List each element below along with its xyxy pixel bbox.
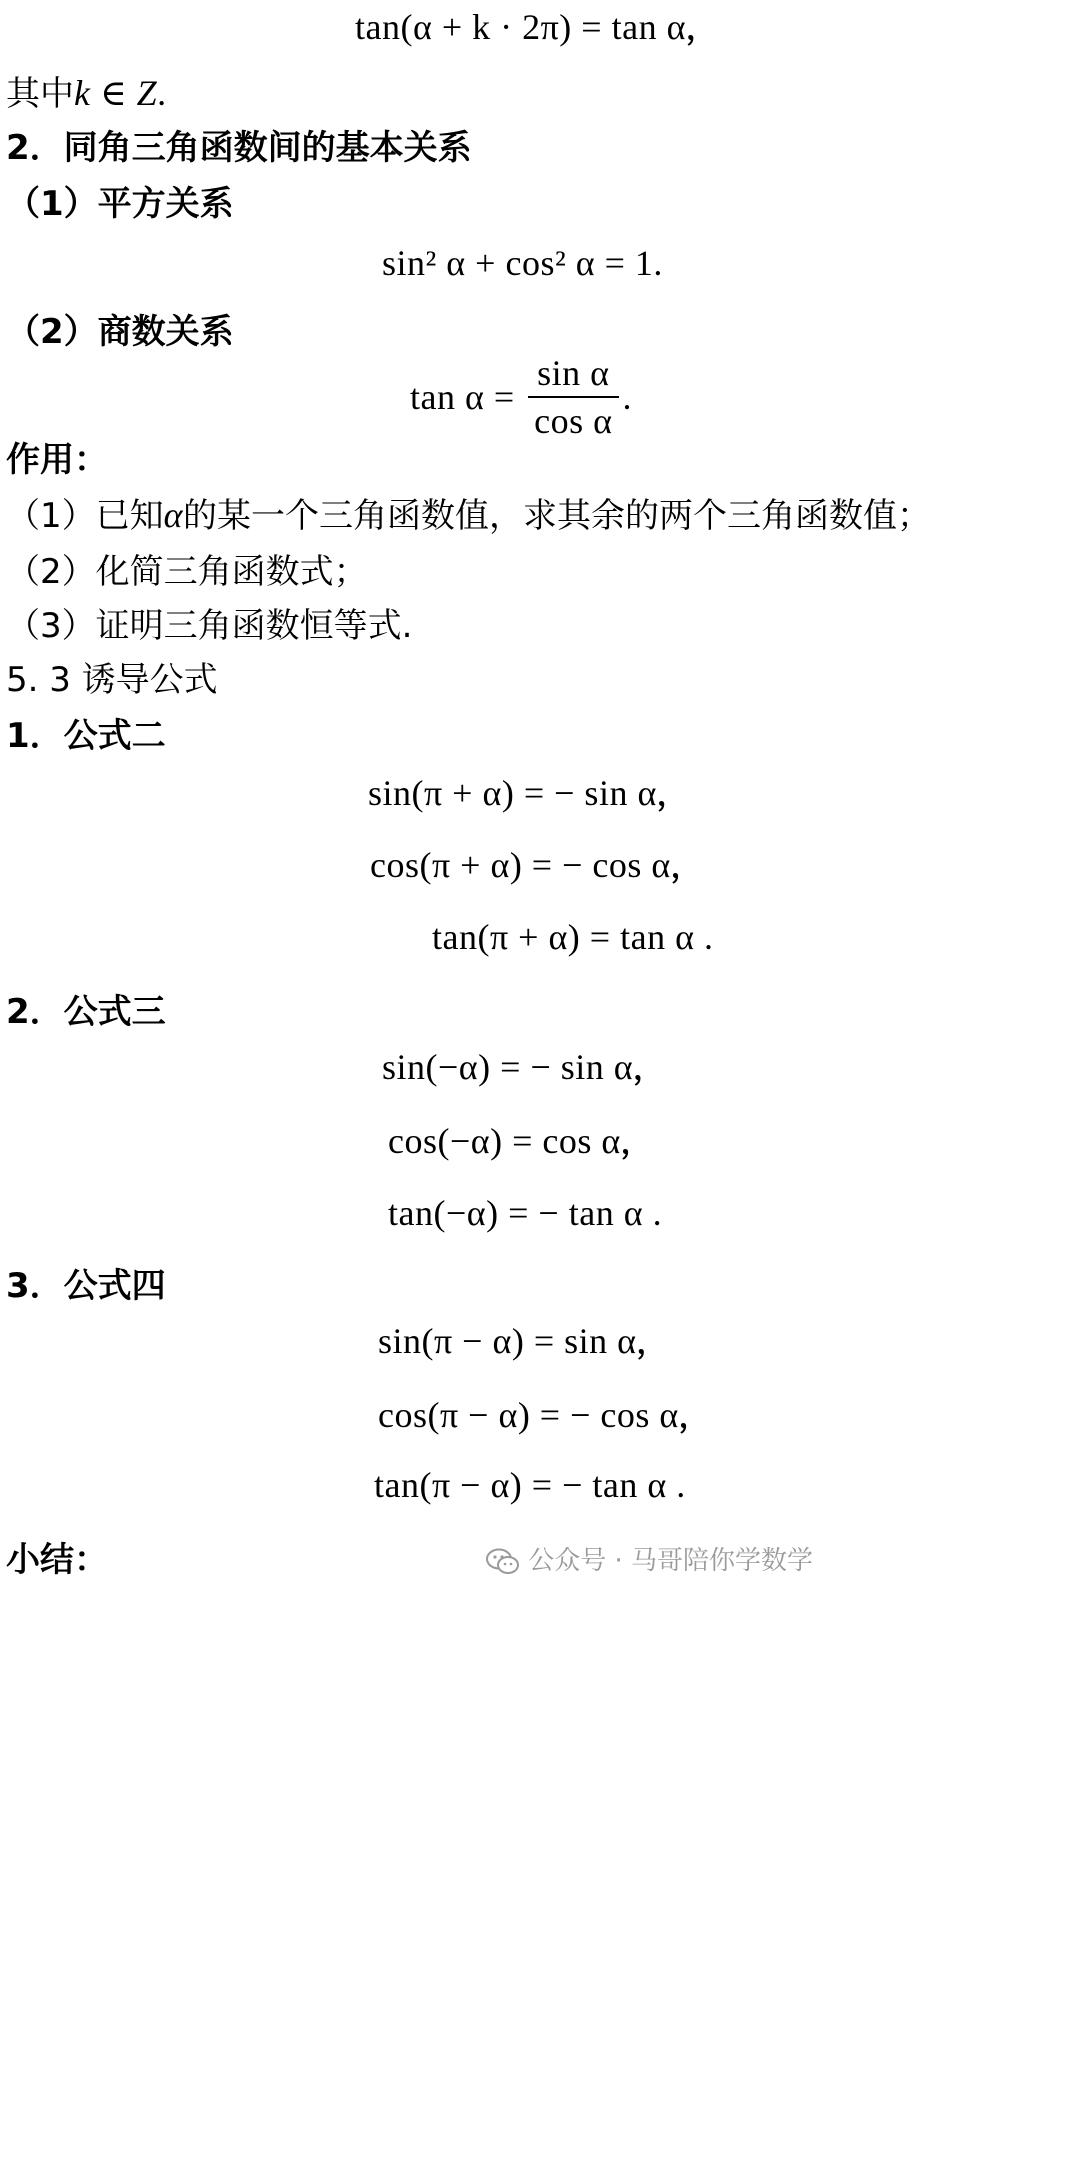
- fraction-numerator: sin α: [528, 352, 618, 398]
- usage-item-1: [6, 488, 931, 537]
- watermark: [486, 1540, 813, 1577]
- formula-3-cos-comma: ，: [620, 1126, 652, 1161]
- usage-item-3: （3）证明三角函数恒等式.: [6, 606, 413, 646]
- where-k-math: k ∈ Z: [74, 73, 158, 113]
- formula-4-heading: 3．公式四: [6, 1266, 166, 1306]
- where-k-period: .: [157, 73, 167, 113]
- quotient-fraction: [528, 352, 618, 442]
- formula-2-sin: [368, 770, 687, 814]
- equation-text: tan(α + k · 2π) = tan α: [355, 7, 686, 47]
- formula-2-tan-eq: tan(π + α) = tan α .: [432, 917, 714, 957]
- wechat-icon: [486, 1548, 520, 1576]
- usage-item-1-math: α: [163, 495, 184, 535]
- formula-2-sin-comma: ，: [656, 778, 688, 813]
- formula-4-sin-comma: ，: [636, 1326, 668, 1361]
- formula-3-sin-comma: ，: [633, 1052, 664, 1087]
- equation-pythagorean: sin² α + cos² α = 1.: [382, 243, 663, 283]
- formula-3-cos-eq: cos(−α) = cos α: [388, 1121, 621, 1161]
- formula-3-tan: [388, 1192, 662, 1234]
- formula-3-sin-eq: sin(−α) = − sin α: [382, 1047, 634, 1087]
- section-2-heading: 2．同角三角函数间的基本关系: [6, 128, 472, 168]
- usage-item-2: （2）化简三角函数式；: [6, 552, 368, 592]
- formula-3-sin: [382, 1044, 664, 1088]
- formula-4-cos: [378, 1392, 709, 1436]
- formula-4-cos-comma: ，: [678, 1400, 710, 1435]
- formula-2-sin-eq: sin(π + α) = − sin α: [368, 773, 657, 813]
- formula-3-heading: 2．公式三: [6, 992, 166, 1032]
- formula-4-sin: [378, 1318, 667, 1362]
- formula-2-cos-comma: ，: [670, 850, 702, 885]
- fraction-denominator: cos α: [534, 401, 613, 441]
- usage-item-1-prefix: （1）已知: [6, 496, 164, 536]
- summary-heading: 小结：: [6, 1540, 108, 1580]
- usage-item-1-suffix: 的某一个三角函数值，求其余的两个三角函数值；: [183, 496, 932, 536]
- formula-2-cos-eq: cos(π + α) = − cos α: [370, 845, 671, 885]
- watermark-text: 公众号 · 马哥陪你学数学: [528, 1546, 814, 1576]
- section-5-3-heading: 5. 3 诱导公式: [6, 660, 218, 700]
- formula-4-tan-eq: tan(π − α) = − tan α .: [374, 1465, 686, 1505]
- formula-2-tan: [432, 916, 713, 958]
- formula-4-sin-eq: sin(π − α) = sin α: [378, 1321, 637, 1361]
- formula-3-cos: [388, 1118, 651, 1162]
- formula-3-tan-eq: tan(−α) = − tan α .: [388, 1193, 663, 1233]
- where-k-prefix: 其中: [6, 74, 74, 114]
- subsection-2-heading: （2）商数关系: [6, 312, 234, 352]
- formula-2-heading: 1．公式二: [6, 716, 166, 756]
- formula-4-tan: [374, 1464, 686, 1506]
- quotient-lhs: tan α =: [410, 377, 515, 417]
- quotient-period: .: [622, 377, 633, 417]
- subsection-1-heading: （1）平方关系: [6, 184, 234, 224]
- equation-comma: ，: [685, 12, 717, 47]
- where-k-line: [6, 66, 167, 115]
- formula-4-cos-eq: cos(π − α) = − cos α: [378, 1395, 679, 1435]
- equation-tan-period: [355, 4, 716, 48]
- equation-quotient: [410, 352, 632, 442]
- formula-2-cos: [370, 842, 701, 886]
- usage-heading: 作用：: [6, 440, 108, 480]
